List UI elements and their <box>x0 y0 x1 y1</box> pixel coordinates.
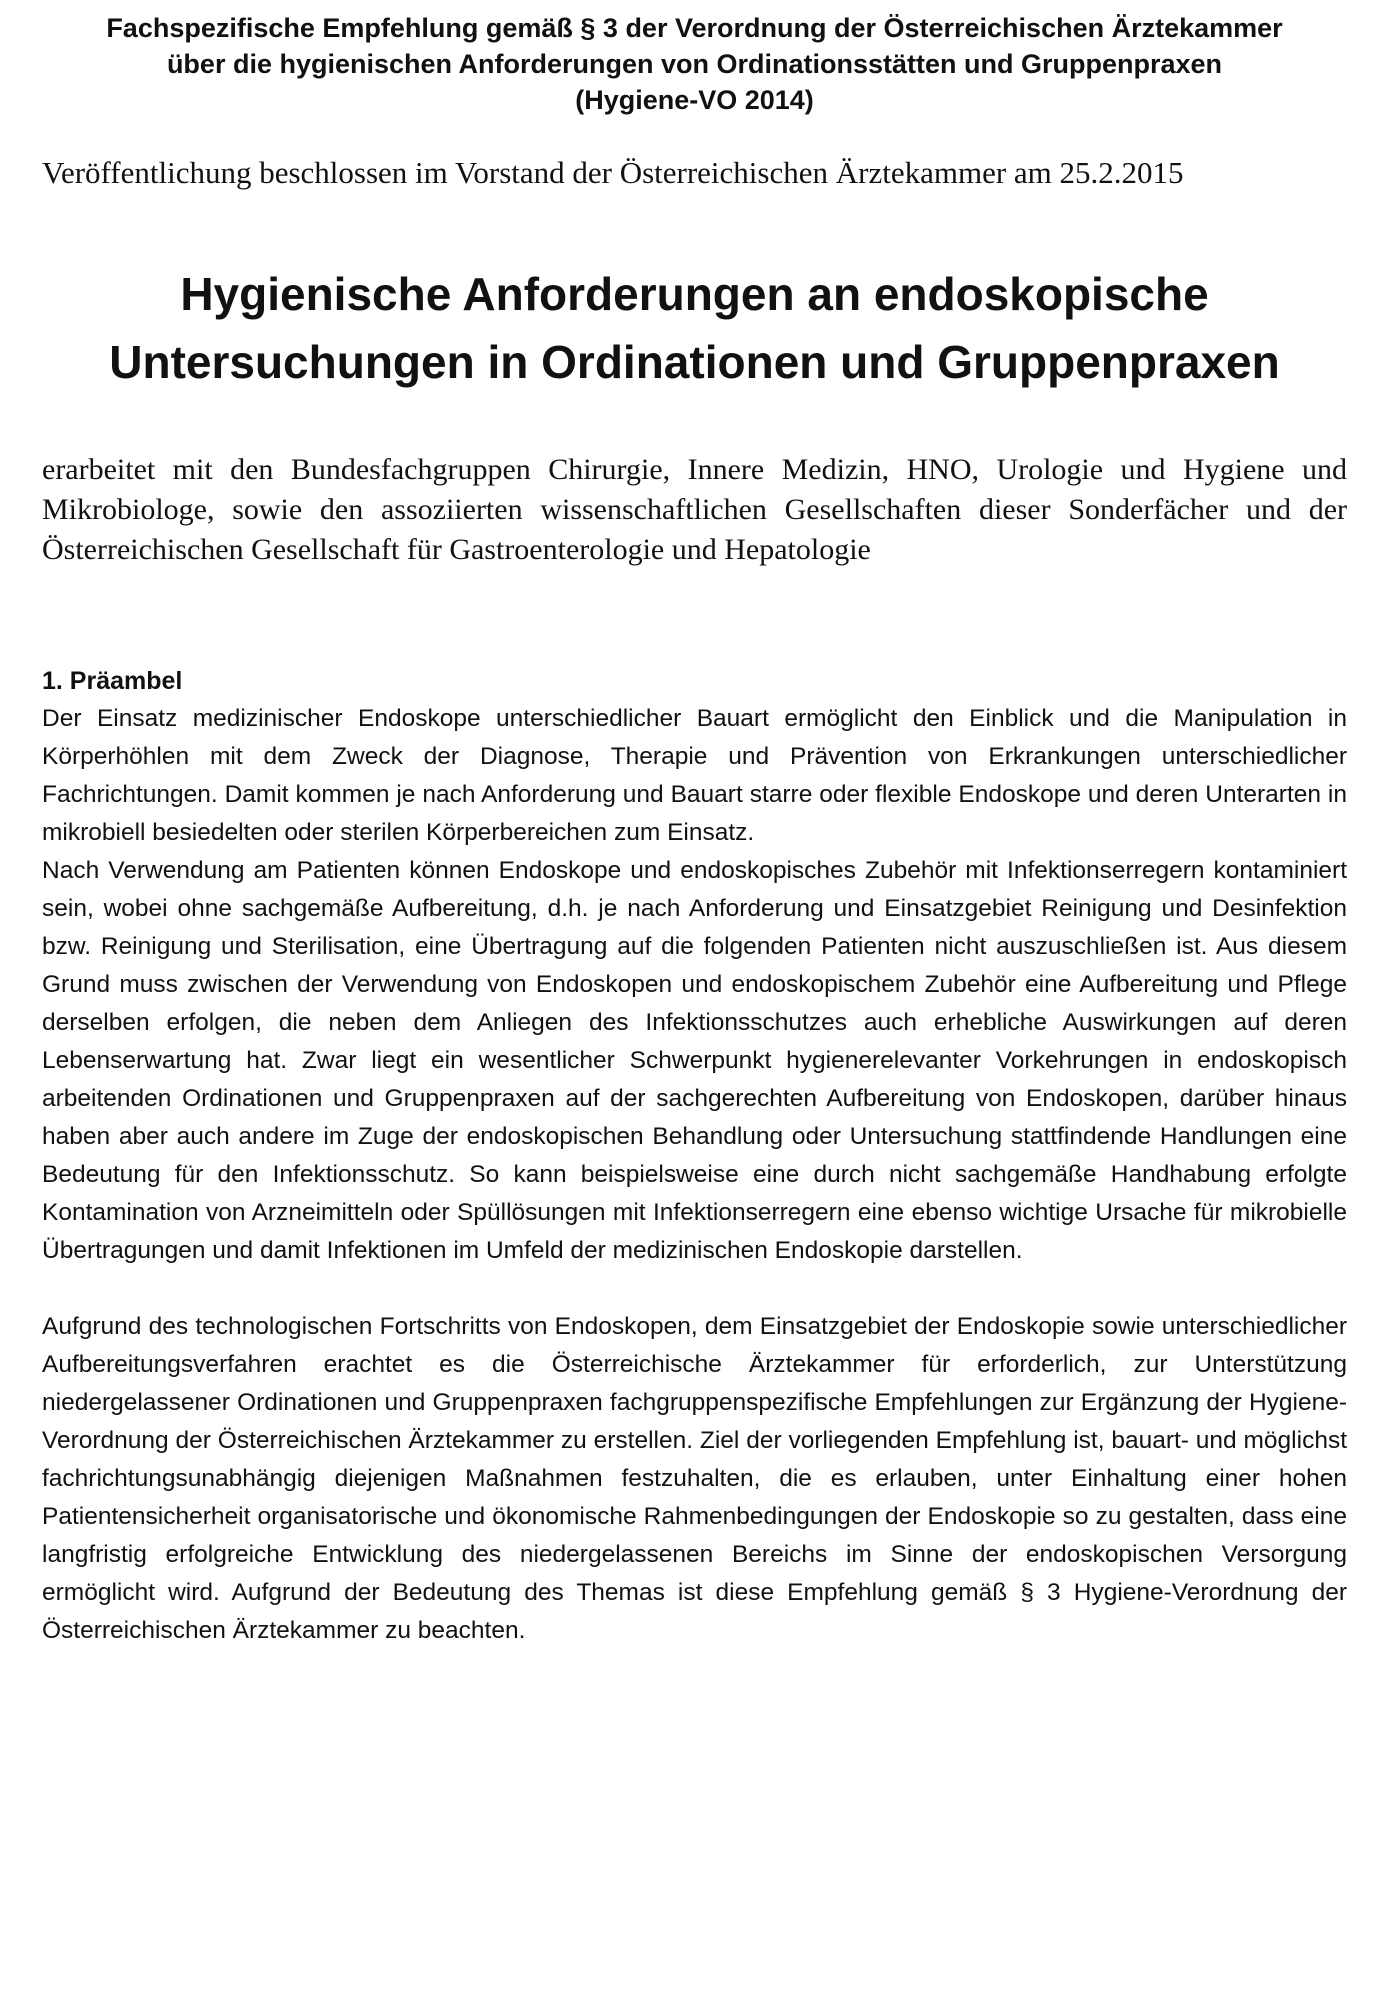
header-line-2: über die hygienischen Anforderungen von Ordinationsstätten und Gruppenpraxen <box>166 49 1223 79</box>
title-line-1: Hygienische Anforderungen an endoskopische <box>180 268 1209 320</box>
preamble-paragraph-2: Nach Verwendung am Patienten können Endoskope und endoskopisches Zubehör mit Infektionserregern kontaminiert sein, wobei ohne sachgemäße Aufbereitung, d.h. je nach Anforderung und Einsatzgebiet Reinigung und Desinfektion bzw. Reinigung und Sterilisation, eine Übertragung auf die folgenden Patienten nicht auszuschließen ist. Aus diesem Grund muss zwischen der Verwendung von Endoskopen und endoskopischem Zubehör eine Aufbereitung und Pflege derselben erfolgen, die neben dem Anliegen des Infektionsschutzes auch erhebliche Auswirkungen auf deren Lebenserwartung hat. Zwar liegt ein wesentlicher Schwerpunkt hygienerelevanter Vorkehrungen in endoskopisch arbeitenden Ordinationen und Gruppenpraxen auf der sachgerechten Aufbereitung von Endoskopen, darüber hinaus haben aber auch andere im Zuge der endoskopischen Behandlung oder Untersuchung stattfindende Handlungen eine Bedeutung für den Infektionsschutz. So kann beispielsweise eine durch nicht sachgemäße Handhabung erfolgte Kontamination von Arzneimitteln oder Spüllösungen mit Infektionserregern eine ebenso wichtige Ursache für mikrobielle Übertragungen und damit Infektionen im Umfeld der medizinischen Endoskopie darstellen. <box>42 857 1347 1264</box>
section-heading-preamble: 1. Präambel <box>42 667 183 695</box>
title-line-2: Untersuchungen in Ordinationen und Gruppenpraxen <box>109 336 1280 388</box>
authors-note: erarbeitet mit den Bundesfachgruppen Chirurgie, Innere Medizin, HNO, Urologie und Hygiene und Mikrobiologe, sowie den assoziierten wissenschaftlichen Gesellschaften dieser Sonderfächer und der Österreichischen Gesellschaft für Gastroenterologie und Hepatologie <box>42 453 1347 566</box>
document-title <box>42 260 1347 396</box>
preamble-paragraph-3: Aufgrund des technologischen Fortschritts von Endoskopen, dem Einsatzgebiet der Endoskopie sowie unterschiedlicher Aufbereitungsverfahren erachtet es die Österreichische Ärztekammer für erforderlich, zur Unterstützung niedergelassener Ordinationen und Gruppenpraxen fachgruppenspezifische Empfehlungen zur Ergänzung der Hygiene-Verordnung der Österreichischen Ärztekammer zu erstellen. Ziel der vorliegenden Empfehlung ist, bauart- und möglichst fachrichtungsunabhängig diejenigen Maßnahmen festzuhalten, die es erlauben, unter Einhaltung einer hohen Patientensicherheit organisatorische und ökonomische Rahmenbedingungen der Endoskopie so zu gestalten, dass eine langfristig erfolgreiche Entwicklung des niedergelassenen Bereichs im Sinne der endoskopischen Versorgung ermöglicht wird. Aufgrund der Bedeutung des Themas ist diese Empfehlung gemäß § 3 Hygiene-Verordnung der Österreichischen Ärztekammer zu beachten. <box>42 1313 1347 1644</box>
preamble-paragraph-1: Der Einsatz medizinischer Endoskope unterschiedlicher Bauart ermöglicht den Einblick und die Manipulation in Körperhöhlen mit dem Zweck der Diagnose, Therapie und Prävention von Erkrankungen unterschiedlicher Fachrichtungen. Damit kommen je nach Anforderung und Bauart starre oder flexible Endoskope und deren Unterarten in mikrobiell besiedelten oder sterilen Körperbereichen zum Einsatz. <box>42 705 1347 846</box>
header-line-1: Fachspezifische Empfehlung gemäß § 3 der Verordnung der Österreichischen Ärztekammer <box>106 13 1283 43</box>
header-line-3: (Hygiene-VO 2014) <box>575 85 814 115</box>
publication-note: Veröffentlichung beschlossen im Vorstand der Österreichischen Ärztekammer am 25.2.2015 <box>42 155 1184 190</box>
document-header <box>42 10 1347 118</box>
